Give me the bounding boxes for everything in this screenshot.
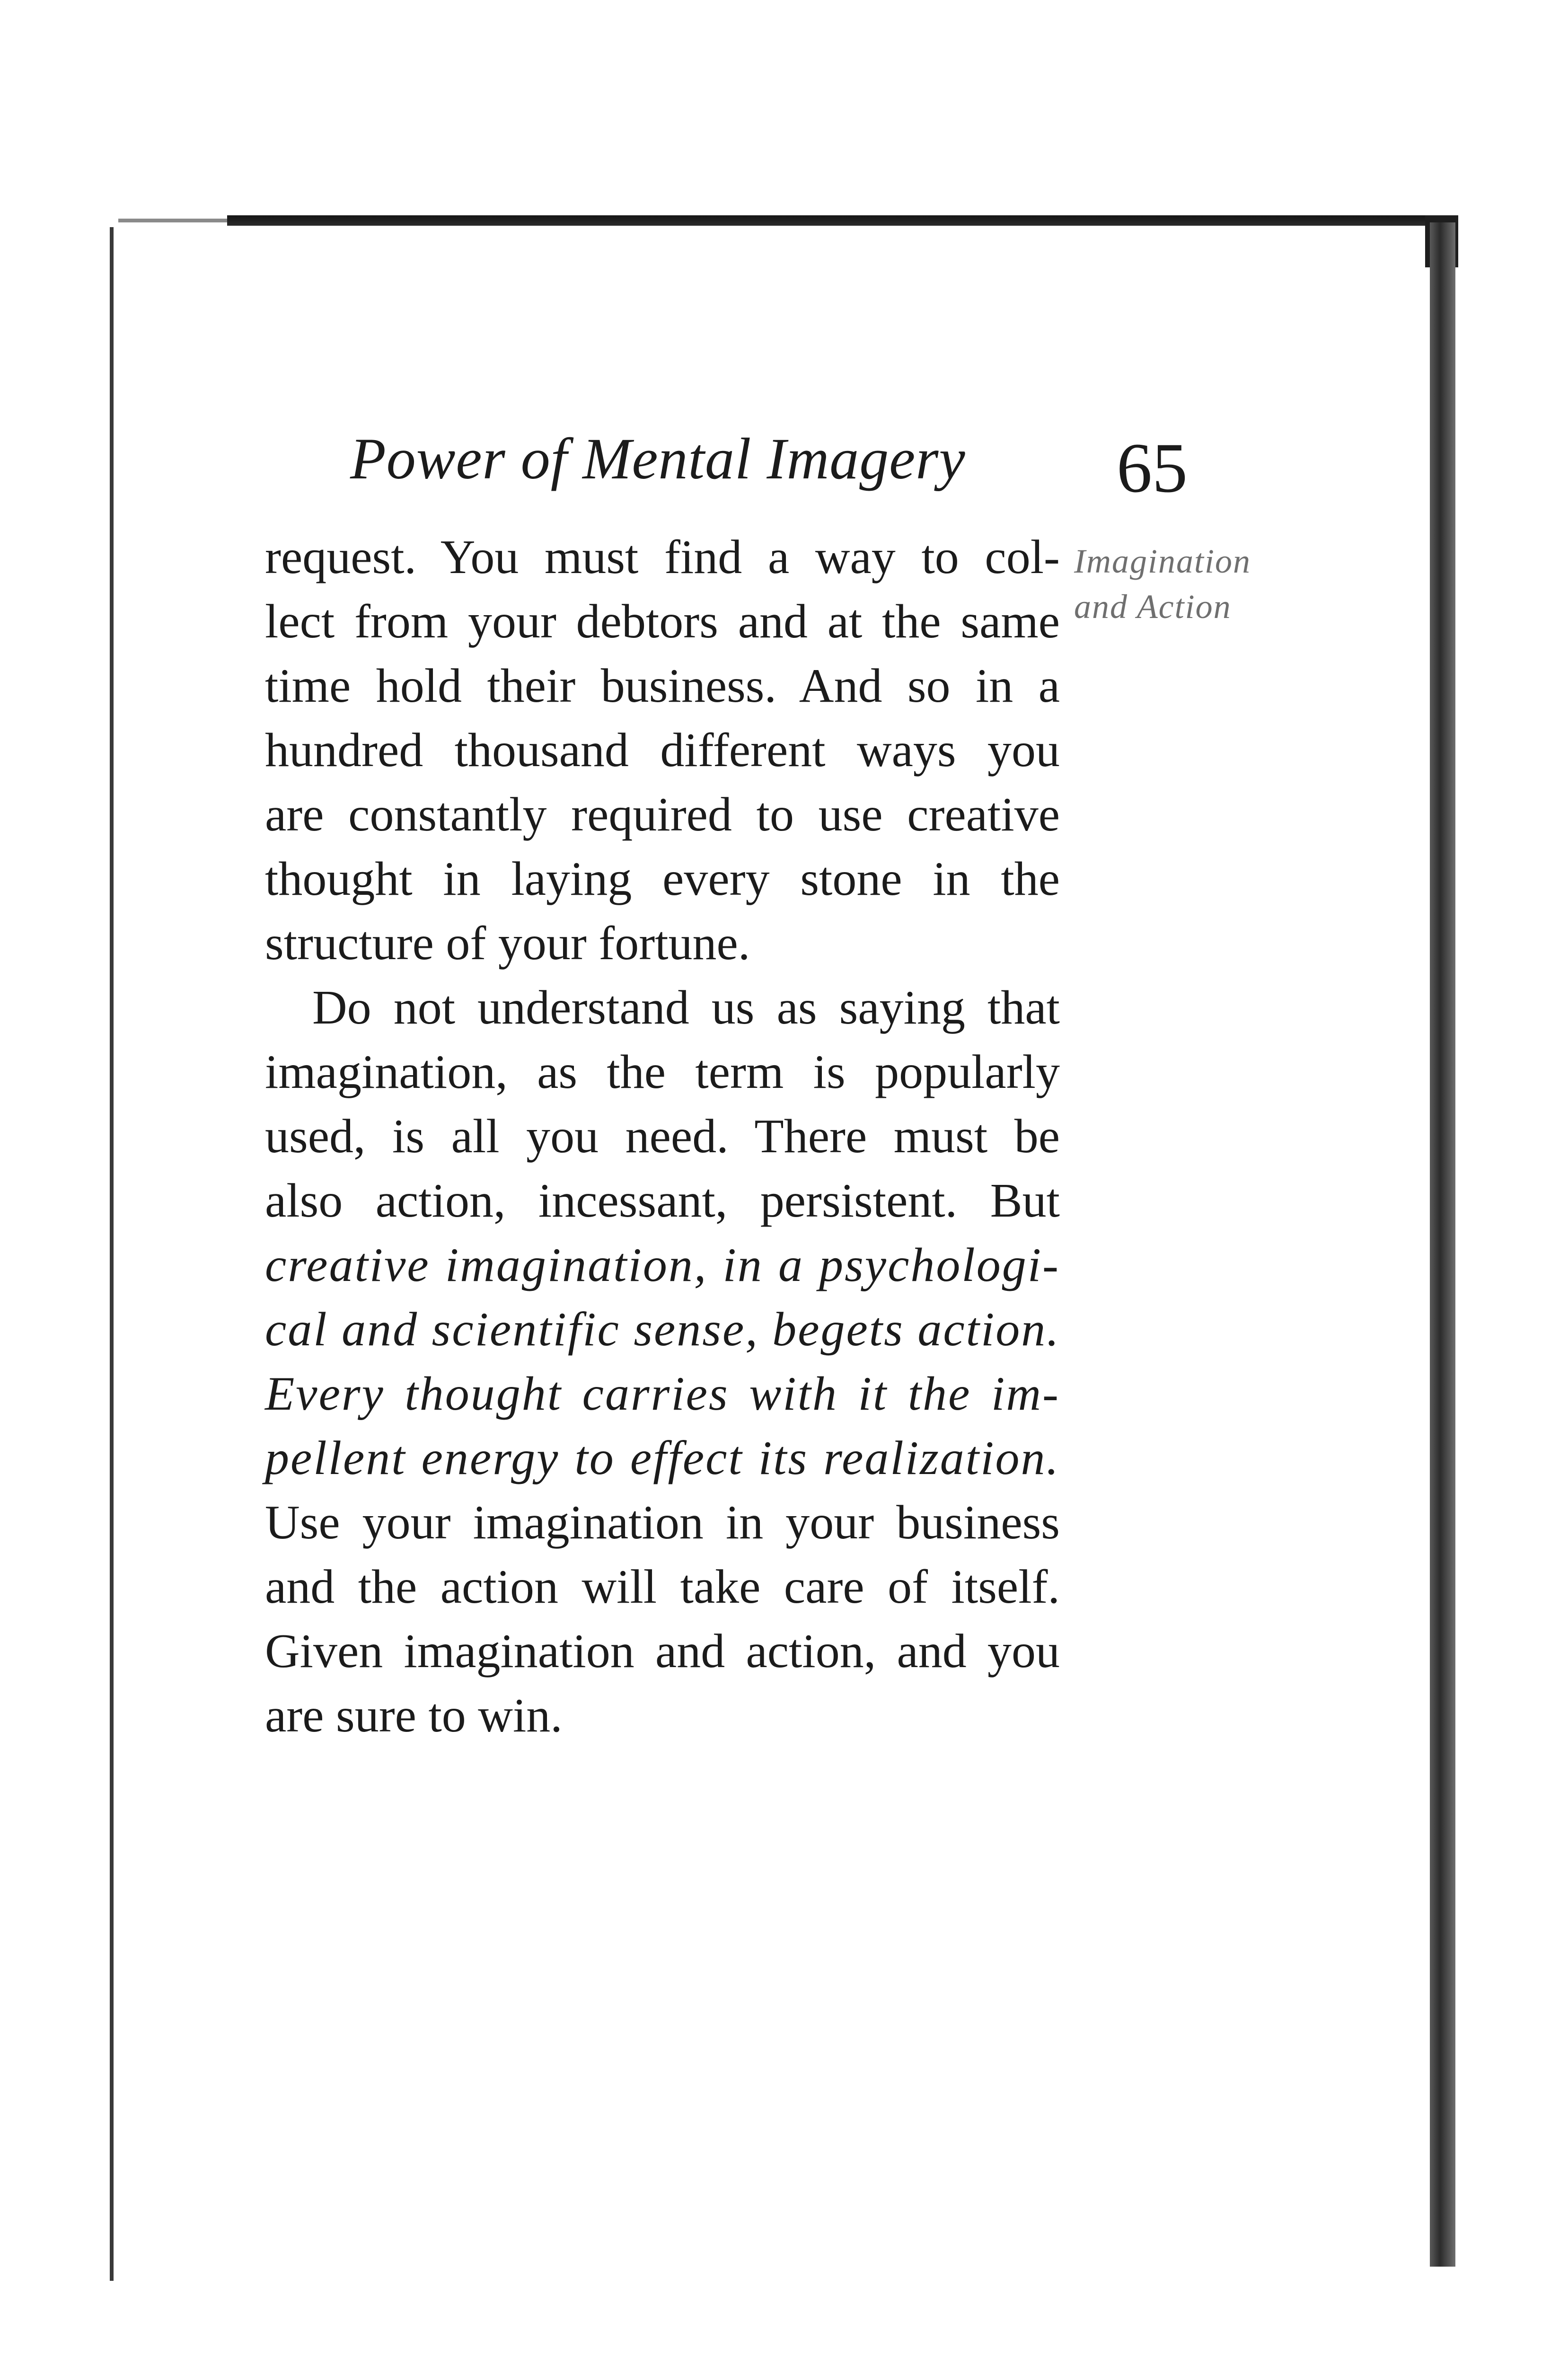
- margin-note-line: Imagination: [1074, 542, 1251, 580]
- text-line: are sure to win.: [265, 1689, 563, 1742]
- margin-note: [1074, 539, 1292, 629]
- text-line: thought in laying every stone in the: [265, 852, 1060, 906]
- page-header: [350, 421, 1188, 516]
- running-head: Power of Mental Imagery: [350, 426, 966, 491]
- scan-edge-left: [110, 227, 114, 2281]
- text-line: time hold their business. And so in a: [265, 659, 1060, 713]
- text-line: used, is all you need. There must be: [265, 1110, 1060, 1163]
- text-line: lect from your debtors and at the same: [265, 595, 1060, 648]
- text-line: Use your imagination in your business: [265, 1496, 1060, 1549]
- page-number: 65: [1117, 429, 1188, 507]
- text-line-italic: creative imagination, in a psychologi-: [265, 1238, 1060, 1292]
- text-line: also action, incessant, persistent. But: [265, 1174, 1060, 1227]
- text-line-italic: cal and scientific sense, begets action.: [265, 1303, 1060, 1356]
- text-line: hundred thousand different ways you: [265, 724, 1060, 777]
- body-text: [265, 525, 1060, 1748]
- scan-edge-right: [1430, 222, 1455, 2267]
- text-line-italic: pellent energy to effect its realization.: [265, 1431, 1060, 1485]
- text-line-italic: Every thought carries with it the im-: [265, 1367, 1060, 1421]
- scan-edge-top-faint: [118, 219, 229, 222]
- text-line: imagination, as the term is popularly: [265, 1045, 1060, 1099]
- text-line: request. You must find a way to col-: [265, 530, 1060, 584]
- text-line: Do not understand us as saying that: [312, 981, 1060, 1034]
- text-line: structure of your fortune.: [265, 917, 750, 970]
- text-line: and the action will take care of itself.: [265, 1560, 1060, 1614]
- text-line: are constantly required to use creative: [265, 788, 1060, 841]
- scan-edge-top: [227, 215, 1457, 226]
- text-line: Given imagination and action, and you: [265, 1624, 1060, 1678]
- margin-note-line: and Action: [1074, 588, 1232, 626]
